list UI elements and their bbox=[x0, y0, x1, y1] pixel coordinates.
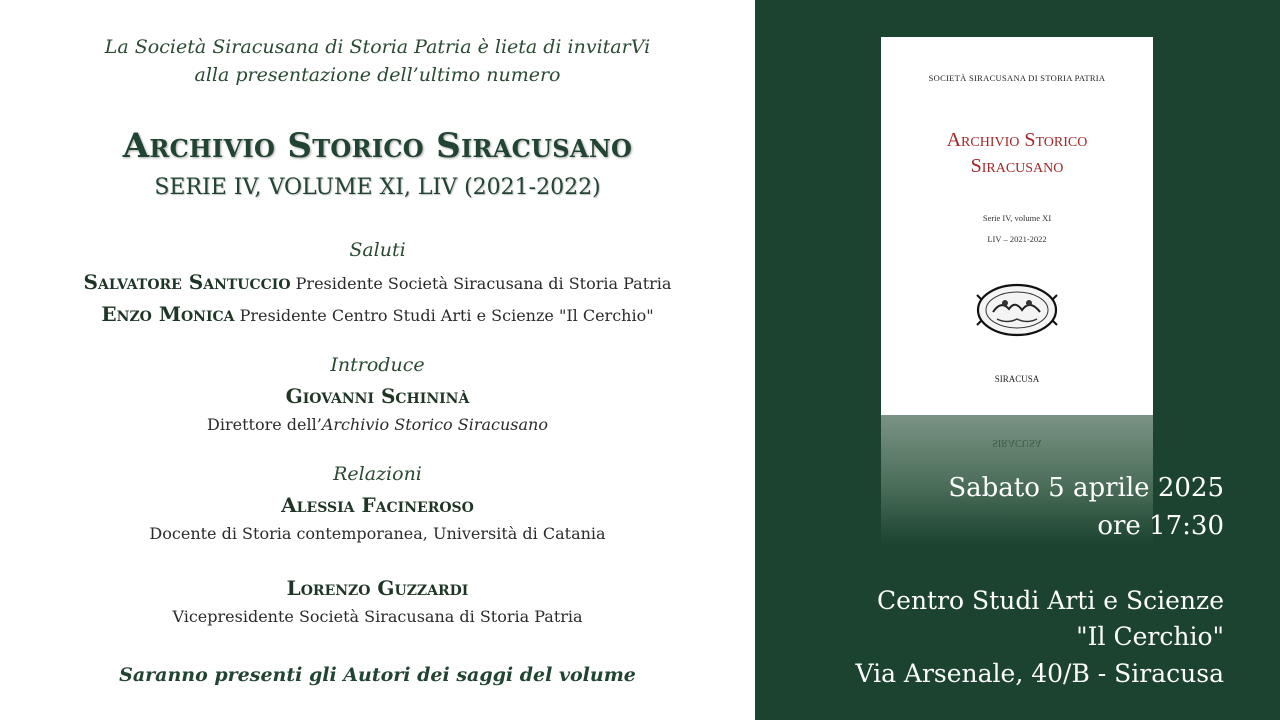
speaker-role: Presidente Centro Studi Arti e Scienze "Il Cerchio" bbox=[239, 306, 654, 325]
saluti-heading: Saluti bbox=[349, 239, 406, 261]
invitation-line-1: La Società Siracusana di Storia Patria è lieta di invitarVi bbox=[104, 36, 651, 58]
cover-title-line-1: Archivio Storico bbox=[946, 129, 1088, 151]
relazioni-speaker-1-role: Docente di Storia contemporanea, Università di Catania bbox=[149, 524, 606, 543]
saluti-speaker-2 bbox=[0, 302, 755, 326]
publication-title: Archivio Storico Siracusano bbox=[122, 126, 633, 166]
relazioni-speaker-2-role: Vicepresidente Società Siracusana di Storia Patria bbox=[172, 607, 583, 626]
publication-subtitle: SERIE IV, VOLUME XI, LIV (2021-2022) bbox=[154, 175, 601, 200]
cover-title-line-2: Siracusano bbox=[970, 155, 1064, 177]
speaker-name: Enzo Monica bbox=[101, 302, 235, 326]
event-venue-line-2: "Il Cerchio" bbox=[1076, 622, 1224, 651]
cover-city: SIRACUSA bbox=[994, 374, 1040, 384]
cover-reflection-text: SIRACUSA bbox=[992, 437, 1042, 448]
invitation-line-2: alla presentazione dell’ultimo numero bbox=[194, 64, 561, 86]
cover-series: Serie IV, volume XI bbox=[982, 213, 1052, 223]
cover-issue: LIV – 2021-2022 bbox=[987, 234, 1047, 244]
closing-note: Saranno presenti gli Autori dei saggi del volume bbox=[119, 664, 636, 686]
speaker-role: Presidente Società Siracusana di Storia Patria bbox=[295, 274, 672, 293]
relazioni-heading: Relazioni bbox=[333, 463, 422, 485]
speaker-name: Salvatore Santuccio bbox=[83, 270, 291, 294]
introduce-role bbox=[0, 415, 755, 434]
relazioni-speaker-1-name: Alessia Facineroso bbox=[281, 493, 474, 517]
cover-emblem-icon bbox=[975, 281, 1059, 339]
introduce-heading: Introduce bbox=[330, 354, 425, 376]
book-cover bbox=[881, 37, 1153, 415]
introduce-role-journal: Archivio Storico Siracusano bbox=[321, 415, 548, 434]
event-time: ore 17:30 bbox=[1097, 511, 1224, 541]
event-venue-line-1: Centro Studi Arti e Scienze bbox=[877, 586, 1224, 615]
introduce-name: Giovanni Schininà bbox=[285, 384, 470, 408]
event-address: Via Arsenale, 40/B - Siracusa bbox=[855, 659, 1224, 688]
cover-publisher: SOCIETÀ SIRACUSANA DI STORIA PATRIA bbox=[928, 73, 1106, 83]
saluti-speaker-1 bbox=[0, 270, 755, 294]
event-date: Sabato 5 aprile 2025 bbox=[948, 473, 1224, 503]
introduce-role-prefix: Direttore dell’ bbox=[207, 415, 322, 434]
relazioni-speaker-2-name: Lorenzo Guzzardi bbox=[286, 576, 469, 600]
